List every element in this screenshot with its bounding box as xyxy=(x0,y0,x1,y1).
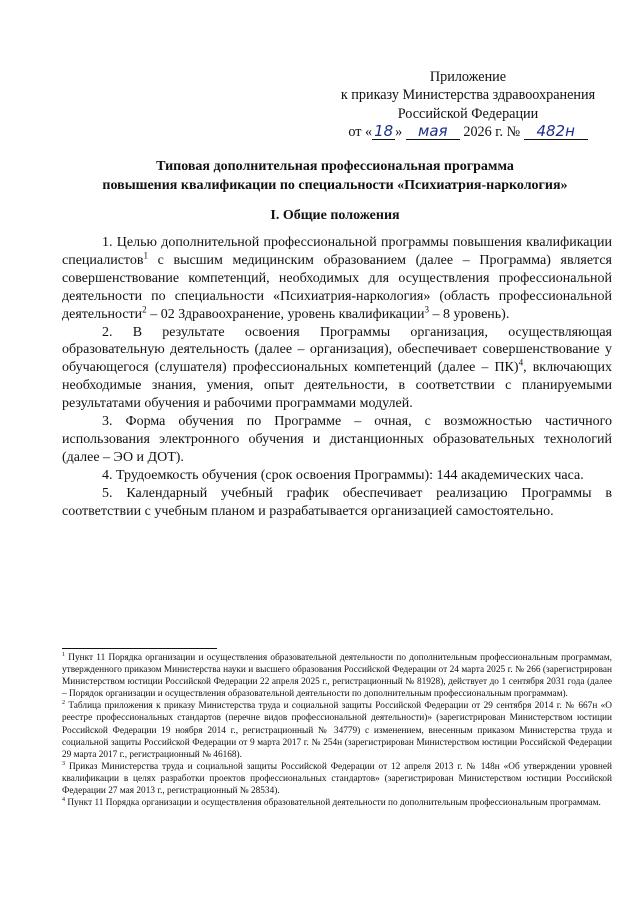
paragraph-2-text-a: 2. В результате освоения Программы организация, осуществляющая образовательную деятельность (далее – организация), обеспечивает совершенствование у обучающегося (слушателя) профессиональных компетенций (далее – ПК) xyxy=(62,324,612,376)
approval-line-appendix: Приложение xyxy=(429,69,507,85)
footnote-mark: 4 xyxy=(62,797,66,804)
footnote-text: Пункт 11 Порядка организации и осуществления образовательной деятельности по дополнительным профессиональным программам, утвержденного приказом Министерства науки и высшего образования Российской Федерации от 24 марта 2025 г. № 266 (зарегистрирован Министерством юстиции Российской Федерации 22 апреля 2025 г., регистрационный № 81928), действует до 1 сентября 2031 года (далее – Порядок организации и осуществления образовательной деятельности по дополнительным профессиональным программам). xyxy=(62,653,612,700)
title-line-2: повышения квалификации по специальности «Психиатрия-наркология» xyxy=(102,177,568,193)
section-heading: I. Общие положения xyxy=(270,208,400,223)
footnote-4 xyxy=(62,797,612,809)
footnote-divider xyxy=(62,648,217,649)
paragraph-4: 4. Трудоемкость обучения (срок освоения Программы): 144 академических часа. xyxy=(102,467,584,483)
footnote-1 xyxy=(62,652,612,700)
title-line-1: Типовая дополнительная профессиональная программа xyxy=(156,159,514,174)
date-year: 2026 г. № xyxy=(463,123,521,140)
approval-dateline xyxy=(318,123,618,141)
handwritten-month: мая xyxy=(406,124,460,140)
footnote-mark: 1 xyxy=(62,651,66,658)
approval-block xyxy=(318,68,618,141)
footnote-text: Приказ Министерства труда и социальной защиты Российской Федерации от 12 апреля 2013 г. № 148н «Об утверждении уровней квалификации в целях разработки проектов профессиональных стандартов» (зарегистрирован Министерством юстиции Российской Федерации 27 мая 2013 г., регистрационный № 28534). xyxy=(62,761,612,797)
paragraph-3: 3. Форма обучения по Программе – очная, с возможностью частичного использования электронного обучения и дистанционных образовательных технологий (далее – ЭО и ДОТ). xyxy=(62,414,612,465)
document-body xyxy=(62,234,612,521)
footnote-3 xyxy=(62,761,612,797)
footnote-ref-1: 1 xyxy=(143,250,149,261)
date-prefix: от « xyxy=(348,123,373,140)
handwritten-order-number: 482н xyxy=(524,124,588,140)
footnote-ref-2: 2 xyxy=(142,303,147,314)
footnote-ref-3: 3 xyxy=(424,303,430,314)
footnote-2 xyxy=(62,700,612,760)
approval-line-federation: Российской Федерации xyxy=(397,105,539,122)
footnote-text: Пункт 11 Порядка организации и осуществления образовательной деятельности по дополнительным профессиональным программам. xyxy=(65,798,601,809)
paragraph-1-text-c: – 02 Здравоохранение, уровень квалификации xyxy=(146,306,425,322)
paragraph-1-text-a: 1. Целью дополнительной профессиональной программы повышения квалификации специалистов xyxy=(62,235,612,268)
footnote-mark: 2 xyxy=(62,700,66,707)
paragraph-2-text-b: , включающих необходимые знания, умения, опыт деятельности, в соответствии с планируемыми результатами обучения и рабочими программами модулей. xyxy=(62,360,612,412)
paragraph-2 xyxy=(62,324,612,414)
approval-line-order: к приказу Министерства здравоохранения xyxy=(340,87,596,104)
date-quote-close: » xyxy=(395,123,403,140)
footnotes xyxy=(62,652,612,809)
footnote-text: Таблица приложения к приказу Министерства труда и социальной защиты Российской Федерации от 29 сентября 2014 г. № 667н «О реестре профессиональных стандартов (перечне видов профессиональной деятельности)» (зарегистрирован Министерством юстиции Российской Федерации 19 ноября 2014 г., регистрационный № 34779) с изменением, внесенным приказом Министерства труда и социальной защиты Российской Федерации от 9 марта 2017 г. № 254н (зарегистрирован Министерством юстиции Российской Федерации 29 марта 2017 г., регистрационный № 46168). xyxy=(62,701,612,760)
paragraph-1 xyxy=(62,234,612,324)
document-title xyxy=(60,158,610,195)
handwritten-day: 18 xyxy=(374,121,394,140)
paragraph-1-text-b: с высшим медицинским образованием (далее – Программа) является совершенствование компетенций, необходимых для осуществления профессиональной деятельности по специальности «Психиатрия-наркология» (область профессиональной деятельности xyxy=(62,252,612,322)
footnote-mark: 3 xyxy=(62,760,66,767)
paragraph-5: 5. Календарный учебный график обеспечивает реализацию Программы в соответствии с учебным планом и разрабатывается организацией самостоятельно. xyxy=(62,485,612,519)
footnote-ref-4: 4 xyxy=(518,357,524,368)
paragraph-1-text-d: – 8 уровень). xyxy=(429,306,510,322)
